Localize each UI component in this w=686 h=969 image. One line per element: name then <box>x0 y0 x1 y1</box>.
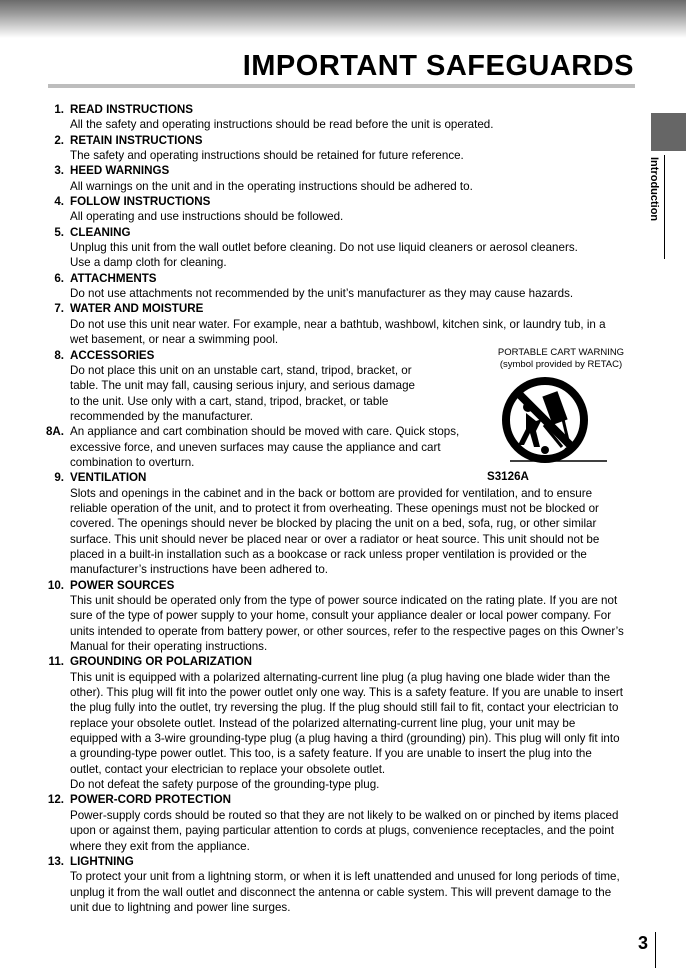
item-text-line: replace your obsolete outlet. Instead of the polarized alternating-current line plug, your unit may be <box>70 716 576 730</box>
section-tab-label: Introduction <box>648 157 660 222</box>
item-text-line: All the safety and operating instructions should be read before the unit is operated. <box>70 118 494 132</box>
item-text-line: Do not use this unit near water. For example, near a bathtub, washbowl, kitchen sink, or laundry tub, in a <box>70 317 606 331</box>
item-number: 8A. <box>45 425 64 439</box>
item-number: 4. <box>54 195 64 209</box>
figure-caption-line1: PORTABLE CART WARNING <box>497 347 625 358</box>
item-text-line: Power-supply cords should be routed so that they are not likely to be walked on or pinched by items placed <box>70 808 619 822</box>
item-heading: POWER SOURCES <box>70 578 175 592</box>
list-item <box>0 792 686 853</box>
page-number-rule <box>655 932 656 968</box>
list-item <box>0 654 686 792</box>
item-text-line: combination to overturn. <box>70 455 195 469</box>
item-text-line: outlet, contact your electrician to replace your obsolete outlet. <box>70 762 386 776</box>
item-text-line: manufacturer’s instructions have been adhered to. <box>70 563 329 577</box>
item-number: 2. <box>54 133 64 147</box>
item-text-line: Manual for their operating instructions. <box>70 640 268 654</box>
item-heading: CLEANING <box>70 225 131 239</box>
item-number: 3. <box>54 164 64 178</box>
list-item <box>0 163 686 194</box>
title-underline <box>48 84 635 88</box>
item-heading: ACCESSORIES <box>70 348 155 362</box>
list-item <box>0 301 686 347</box>
item-text-line: other). This plug will fit into the power outlet only one way. This is a safety feature. If you are unable to insert <box>70 686 623 700</box>
item-heading: READ INSTRUCTIONS <box>70 103 194 116</box>
item-heading: FOLLOW INSTRUCTIONS <box>70 195 211 209</box>
item-text-line: Do not defeat the safety purpose of the grounding-type plug. <box>70 778 380 792</box>
item-text-line: An appliance and cart combination should be moved with care. Quick stops, <box>70 425 460 439</box>
item-text-line: sure of the type of power supply to your home, consult your appliance dealer or local power company. For <box>70 609 612 623</box>
item-text-line: where they exit from the appliance. <box>70 839 250 853</box>
item-heading: WATER AND MOISTURE <box>70 302 204 316</box>
item-heading: VENTILATION <box>70 471 147 485</box>
item-text-line: To protect your unit from a lightning storm, or when it is left unattended and unused for long periods of time, <box>70 870 620 884</box>
figure-caption-line2: (symbol provided by RETAC) <box>499 358 623 370</box>
list-item <box>0 578 686 655</box>
item-text-line: a grounding-type power outlet. This too, is a safety feature. If you are unable to insert the plug into the <box>70 747 592 761</box>
item-number: 11. <box>48 655 64 669</box>
item-text-line: placed in a built-in installation such as a bookcase or rack unless proper ventilation is provided or the <box>70 547 587 561</box>
item-text-line: unplug it from the wall outlet and disconnect the antenna or cable system. This will prevent damage to the <box>70 885 612 899</box>
item-number: 9. <box>54 471 64 485</box>
portable-cart-warning-icon <box>500 375 610 470</box>
item-text-line: Do not place this unit on an unstable cart, stand, tripod, bracket, or <box>70 363 412 377</box>
item-number: 6. <box>54 271 64 285</box>
figure-caption <box>482 347 640 370</box>
item-heading: ATTACHMENTS <box>70 271 157 285</box>
item-text-line: All operating and use instructions should be followed. <box>70 210 344 224</box>
list-item <box>0 194 686 225</box>
item-text-line: The safety and operating instructions should be retained for future reference. <box>70 149 464 163</box>
item-number: 1. <box>54 103 64 116</box>
item-text-line: Slots and openings in the cabinet and in the back or bottom are provided for ventilation, and to ensure <box>70 486 593 500</box>
item-text-line: equipped with a 3-wire grounding-type plug (a plug having a third (grounding) pin). This plug will only fit into <box>70 732 620 746</box>
item-text-line: excessive force, and uneven surfaces may cause the appliance and cart <box>70 440 441 454</box>
item-text-line: reliable operation of the unit, and to protect it from overheating. These openings must not be blocked or <box>70 501 599 515</box>
item-text-line: to the unit. Use only with a cart, stand, tripod, bracket, or table <box>70 394 389 408</box>
item-text-line: covered. The openings should never be blocked by placing the unit on a bed, sofa, rug, or other similar <box>70 517 597 531</box>
header-band <box>0 0 686 38</box>
item-text-line: wet basement, or near a swimming pool. <box>70 333 279 347</box>
list-item <box>0 225 686 271</box>
item-number: 13. <box>47 854 64 868</box>
page-number: 3 <box>638 933 649 953</box>
item-text-line: unit due to lightning and power line surges. <box>70 900 291 914</box>
safeguards-list <box>0 102 686 915</box>
item-heading: RETAIN INSTRUCTIONS <box>70 133 203 147</box>
item-heading: LIGHTNING <box>70 854 134 868</box>
item-text-line: recommended by the manufacturer. <box>70 409 254 423</box>
item-text-line: the plug fully into the outlet, try reversing the plug. If the plug should still fail to fit, contact your electrician to <box>70 701 619 715</box>
item-number: 5. <box>54 225 64 239</box>
item-text-line: table. The unit may fall, causing serious injury, and serious damage <box>70 379 415 393</box>
item-number: 8. <box>54 348 64 362</box>
item-heading: GROUNDING OR POLARIZATION <box>70 655 253 669</box>
figure-code: S3126A <box>487 470 529 483</box>
item-number: 7. <box>54 302 64 316</box>
list-item <box>0 854 686 915</box>
item-number: 12. <box>47 793 64 807</box>
item-text-line: surface. This unit should never be placed near or over a radiator or heat source. This unit should not be <box>70 532 600 546</box>
item-text-line: All warnings on the unit and in the operating instructions should be adhered to. <box>70 179 473 193</box>
item-text-line: Use a damp cloth for cleaning. <box>70 256 227 270</box>
item-number: 10. <box>47 578 64 592</box>
list-item <box>0 271 686 302</box>
list-item <box>0 102 686 133</box>
item-text-line: This unit is equipped with a polarized alternating-current line plug (a plug having one blade wider than the <box>70 670 611 684</box>
item-text-line: Unplug this unit from the wall outlet before cleaning. Do not use liquid cleaners or aerosol cleaners. <box>70 241 578 255</box>
item-heading: POWER-CORD PROTECTION <box>70 793 232 807</box>
item-text-line: This unit should be operated only from the type of power source indicated on the rating plate. If you are not <box>70 594 618 607</box>
list-item <box>0 470 686 577</box>
list-item <box>0 133 686 164</box>
item-heading: HEED WARNINGS <box>70 164 170 178</box>
item-text-line: Do not use attachments not recommended by the unit’s manufacturer as they may cause hazards. <box>70 287 574 301</box>
page-title: IMPORTANT SAFEGUARDS <box>242 50 634 82</box>
item-text-line: units intended to operate from battery power, or other sources, refer to the respective pages on this Owner’s <box>70 624 624 638</box>
item-text-line: upon or against them, paying particular attention to cords at plugs, convenience receptacles, and the point <box>70 824 614 838</box>
